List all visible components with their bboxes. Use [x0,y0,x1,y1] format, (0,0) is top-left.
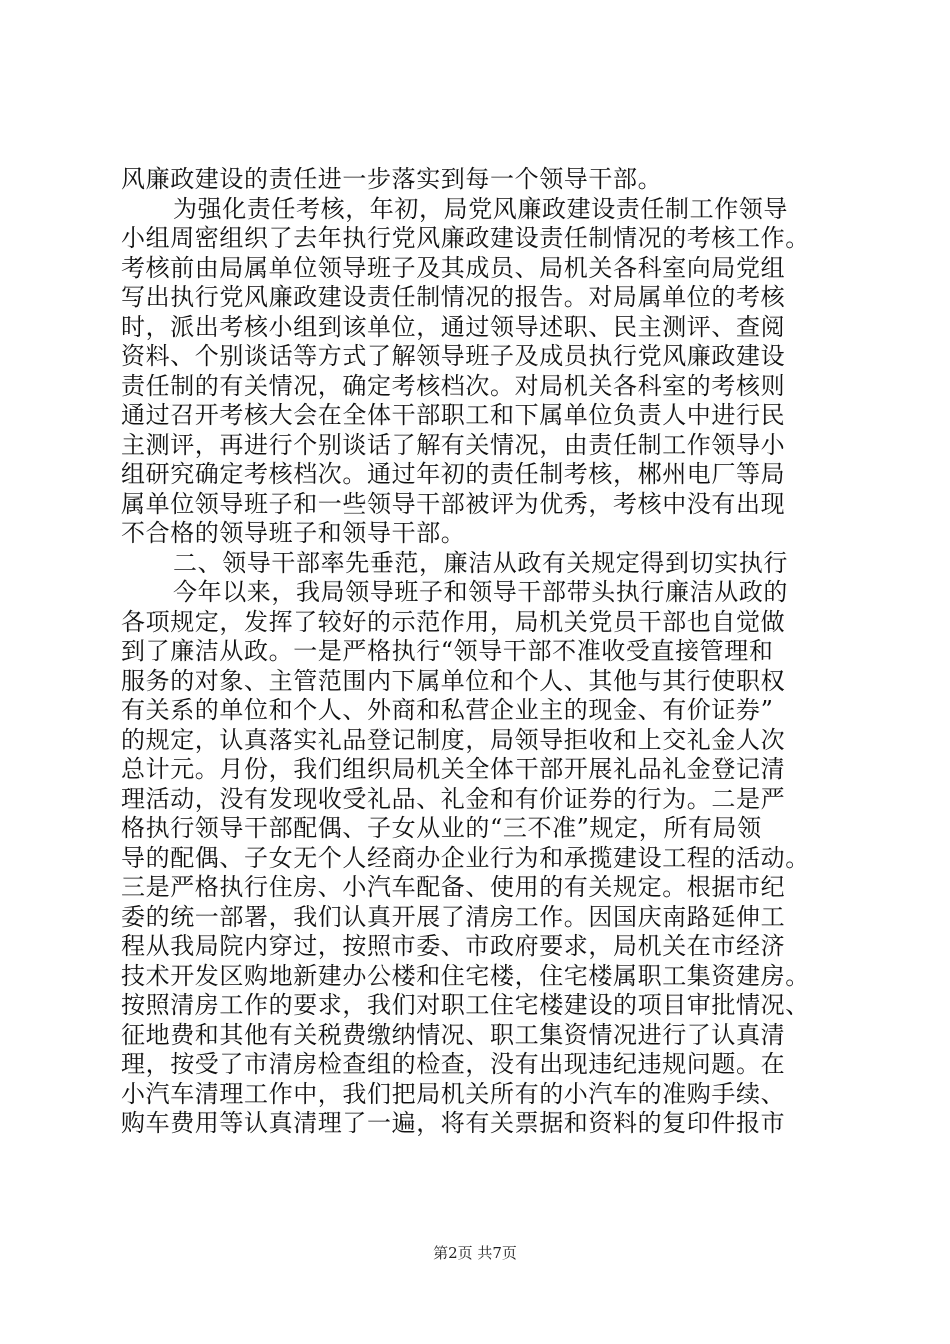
text-line: 资料、个别谈话等方式了解领导班子及成员执行党风廉政建设 [121,342,786,370]
text-line: 理活动，没有发现收受礼品、礼金和有价证券的行为。二是严 [121,784,786,813]
text-line: 写出执行党风廉政建设责任制情况的报告。对局属单位的考核 [121,283,786,311]
text-line: 属单位领导班子和一些领导干部被评为优秀，考核中没有出现 [121,489,786,518]
text-line: 有关系的单位和个人、外商和私营企业主的现金、有价证券” [121,696,774,724]
page-number-label: 第2页 共7页 [433,1244,517,1262]
text-line: 导的配偶、子女无个人经商办企业行为和承揽建设工程的活动。 [121,843,810,872]
text-line: 考核前由局属单位领导班子及其成员、局机关各科室向局党组 [121,253,786,282]
text-line: 程从我局院内穿过，按照市委、市政府要求，局机关在市经济 [121,932,786,960]
text-line: 今年以来，我局领导班子和领导干部带头执行廉洁从政的 [173,578,788,606]
text-line: 各项规定，发挥了较好的示范作用，局机关党员干部也自觉做 [121,607,786,636]
text-line: 理，按受了市清房检查组的检查，没有出现违纪违规问题。在 [121,1050,786,1078]
text-line: 征地费和其他有关税费缴纳情况、职工集资情况进行了认真清 [121,1020,786,1049]
text-line: 组研究确定考核档次。通过年初的责任制考核，郴州电厂等局 [121,460,786,488]
text-line: 总计元。月份，我们组织局机关全体干部开展礼品礼金登记清 [121,755,786,783]
text-line: 风廉政建设的责任进一步落实到每一个领导干部。 [121,165,663,193]
text-line: 三是严格执行住房、小汽车配备、使用的有关规定。根据市纪 [121,873,786,901]
text-line: 委的统一部署，我们认真开展了清房工作。因国庆南路延伸工 [121,902,786,931]
text-line: 通过召开考核大会在全体干部职工和下属单位负责人中进行民 [121,401,786,429]
text-line: 为强化责任考核，年初，局党风廉政建设责任制工作领导 [173,194,788,223]
text-line: 服务的对象、主管范围内下属单位和个人、其他与其行使职权 [121,666,786,695]
text-line: 二、领导干部率先垂范，廉洁从政有关规定得到切实执行 [173,548,788,577]
text-line: 时，派出考核小组到该单位，通过领导述职、民主测评、查阅 [121,312,786,341]
text-line: 技术开发区购地新建办公楼和住宅楼，住宅楼属职工集资建房。 [121,961,810,990]
text-line: 主测评，再进行个别谈话了解有关情况，由责任制工作领导小 [121,430,786,459]
text-line: 格执行领导干部配偶、子女从业的“三不准”规定，所有局领 [121,814,762,842]
document-body [121,165,841,1139]
text-line: 小组周密组织了去年执行党风廉政建设责任制情况的考核工作。 [121,224,810,252]
text-line: 责任制的有关情况，确定考核档次。对局机关各科室的考核则 [121,371,786,400]
text-line: 购车费用等认真清理了一遍，将有关票据和资料的复印件报市 [121,1109,786,1137]
text-line: 的规定，认真落实礼品登记制度，局领导拒收和上交礼金人次 [121,725,786,754]
text-line: 不合格的领导班子和领导干部。 [121,519,466,547]
text-line: 到了廉洁从政。一是严格执行“领导干部不准收受直接管理和 [121,637,774,665]
page-footer [0,1242,950,1263]
text-line: 按照清房工作的要求，我们对职工住宅楼建设的项目审批情况、 [121,991,810,1019]
text-line: 小汽车清理工作中，我们把局机关所有的小汽车的准购手续、 [121,1079,786,1108]
